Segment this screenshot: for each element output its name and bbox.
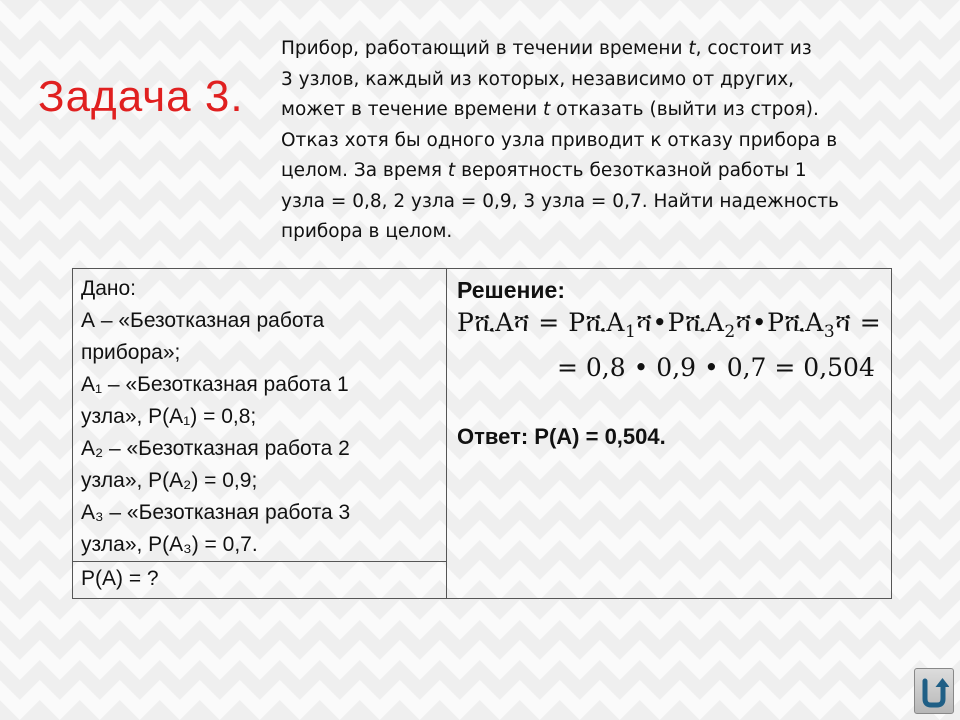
formula-line-2: = 0,8 • 0,9 • 0,7 = 0,504 xyxy=(557,353,875,382)
given-label: Дано: xyxy=(81,277,137,300)
given-line: А₂ – «Безотказная работа 2 xyxy=(81,437,350,460)
given-line: прибора»; xyxy=(81,341,181,364)
solution-formula xyxy=(457,305,883,386)
problem-line-4: Отказ хотя бы одного узла приводит к отказу прибора в xyxy=(281,129,838,151)
given-line: А₁ – «Безотказная работа 1 xyxy=(81,373,349,396)
formula-line-1: PሺAሻ = PሺA$_1$ሻ•PሺA$_2$ሻ•PሺA$_3$ሻ = xyxy=(457,308,882,342)
given-line: А – «Безотказная работа xyxy=(81,309,325,332)
problem-statement xyxy=(281,34,931,248)
problem-line-1: Прибор, работающий в течении времени t, состоит из xyxy=(281,38,812,59)
problem-line-3: может в течение времени t отказать (выйти из строя). xyxy=(281,99,819,120)
back-button[interactable] xyxy=(914,668,954,714)
return-arrow-icon xyxy=(919,673,949,709)
solution-cell xyxy=(447,269,892,599)
given-line: узла», Р(А₂) = 0,9; xyxy=(81,469,258,492)
problem-line-6: узла = 0,8, 2 узла = 0,9, 3 узла = 0,7. Найти надежность xyxy=(281,190,839,212)
problem-line-5: целом. За время t вероятность безотказной работы 1 xyxy=(281,160,807,181)
solution-table xyxy=(72,268,892,599)
answer-text: Ответ: Р(А) = 0,504. xyxy=(457,424,666,449)
problem-line-7: прибора в целом. xyxy=(281,221,453,242)
given-line: А₃ – «Безотказная работа 3 xyxy=(81,501,351,524)
given-line: узла», Р(А₁) = 0,8; xyxy=(81,405,257,428)
problem-line-2: 3 узлов, каждый из которых, независимо от других, xyxy=(281,68,795,90)
given-line: узла», Р(А₃) = 0,7. xyxy=(81,533,258,556)
given-cell xyxy=(73,269,447,562)
slide-title: Задача 3. xyxy=(38,72,244,121)
solution-label: Решение: xyxy=(457,277,566,303)
question-cell: Р(А) = ? xyxy=(73,562,447,599)
